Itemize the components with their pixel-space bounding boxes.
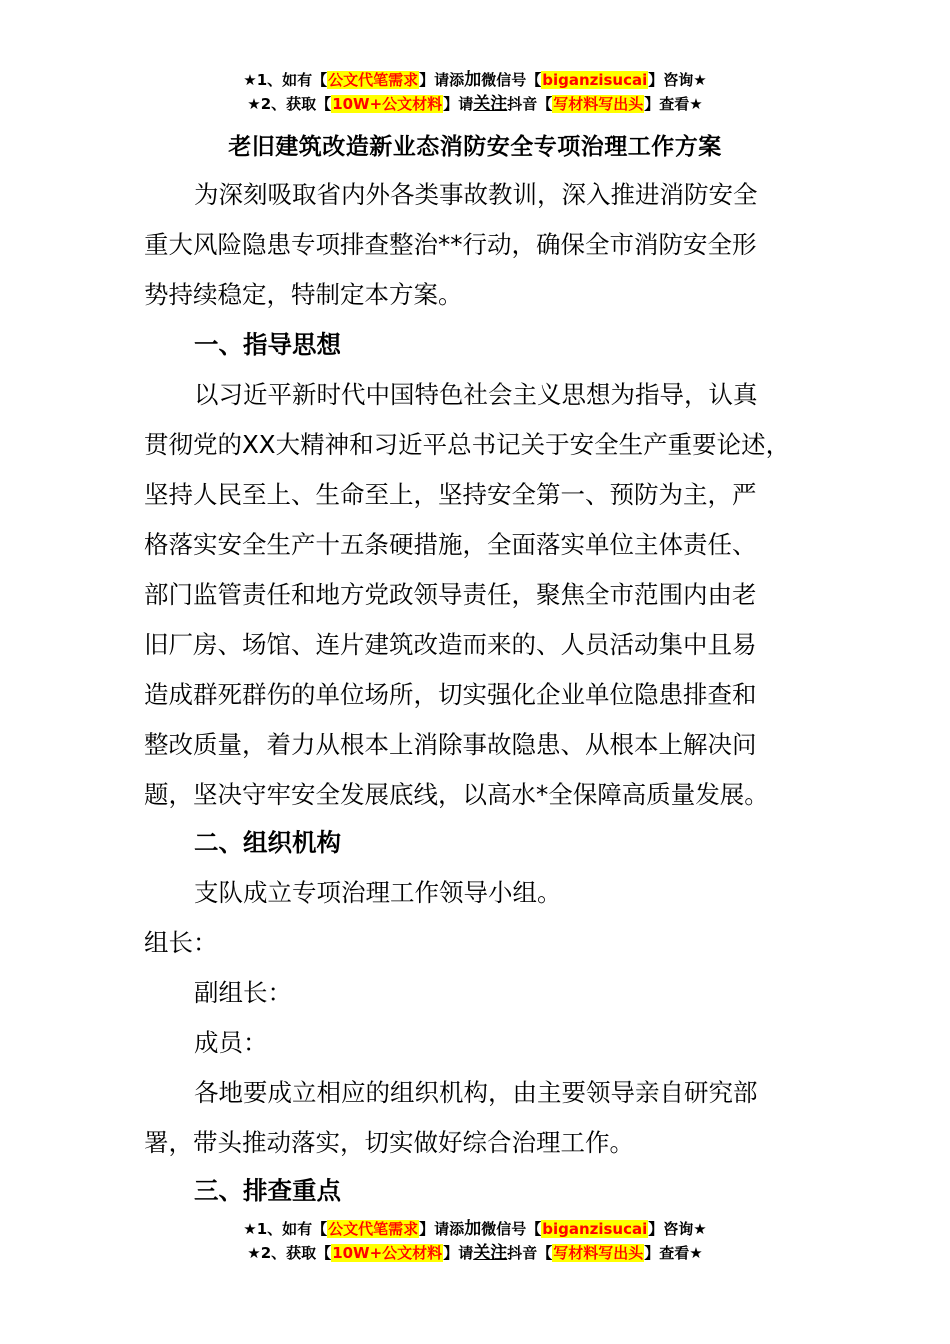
promo-text: 抖音【	[507, 95, 553, 113]
paragraph-line: 署，带头推动落实，切实做好综合治理工作。	[144, 1128, 634, 1157]
member-label: 成员：	[194, 1028, 268, 1057]
paragraph-line: 以习近平新时代中国特色社会主义思想为指导，认真	[194, 380, 758, 409]
promo-line-2	[0, 92, 950, 116]
promo-highlight: 写材料写出头	[553, 95, 644, 113]
promo-highlight: 10W+公文材料	[332, 1244, 443, 1262]
paragraph-line: 坚持人民至上、生命至上，坚持安全第一、预防为主，严	[144, 480, 757, 509]
promo-text: ★2、获取【	[247, 95, 332, 113]
promo-text: 】请	[443, 1244, 474, 1262]
paragraph-line: 为深刻吸取省内外各类事故教训，深入推进消防安全	[194, 180, 758, 209]
promo-line-1	[0, 1217, 950, 1241]
promo-text: 】咨询★	[648, 71, 707, 89]
promo-highlight: biganzisucai	[542, 1220, 648, 1238]
deputy-label: 副组长：	[194, 978, 292, 1007]
promo-text: 加	[464, 70, 482, 90]
promo-highlight: 10W+公文材料	[332, 95, 443, 113]
promo-text: 抖音【	[507, 1244, 553, 1262]
promo-text: 加	[464, 1219, 482, 1239]
promo-text: 】请添	[419, 71, 465, 89]
promo-text: ★1、如有【	[243, 1220, 328, 1238]
paragraph-line: 旧厂房、场馆、连片建筑改造而来的、人员活动集中且易	[144, 630, 757, 659]
paragraph-line: 整改质量，着力从根本上消除事故隐患、从根本上解决问	[144, 730, 757, 759]
promo-highlight: 公文代笔需求	[328, 1220, 419, 1238]
section-heading: 三、排查重点	[194, 1176, 341, 1205]
paragraph-line: 造成群死群伤的单位场所，切实强化企业单位隐患排查和	[144, 680, 757, 709]
section-heading: 一、指导思想	[194, 330, 341, 359]
promo-line-2	[0, 1241, 950, 1265]
promo-text: 】查看★	[644, 1244, 703, 1262]
promo-text: ★2、获取【	[247, 1244, 332, 1262]
promo-highlight: 公文代笔需求	[328, 71, 419, 89]
paragraph-line: 格落实安全生产十五条硬措施，全面落实单位主体责任、	[144, 530, 757, 559]
promo-text: 】咨询★	[648, 1220, 707, 1238]
document-title: 老旧建筑改造新业态消防安全专项治理工作方案	[228, 134, 722, 160]
paragraph-line: 重大风险隐患专项排查整治**行动，确保全市消防安全形	[144, 230, 757, 259]
promo-text: 】查看★	[644, 95, 703, 113]
promo-line-1	[0, 68, 950, 92]
promo-highlight: biganzisucai	[542, 71, 648, 89]
paragraph-line: 部门监管责任和地方党政领导责任，聚焦全市范围内由老	[144, 580, 757, 609]
promo-text: 关注	[473, 94, 508, 114]
promo-text: 】请	[443, 95, 474, 113]
paragraph-line: 势持续稳定，特制定本方案。	[144, 280, 463, 309]
promo-text: 微信号【	[481, 71, 542, 89]
top-promo-banner	[0, 68, 950, 116]
paragraph-line: 题，坚决守牢安全发展底线，以高水*全保障高质量发展。	[144, 780, 769, 809]
paragraph-line: 各地要成立相应的组织机构，由主要领导亲自研究部	[194, 1078, 758, 1107]
promo-text: 关注	[473, 1243, 508, 1263]
paragraph-line: 贯彻党的XX大精神和习近平总书记关于安全生产重要论述，	[144, 430, 791, 459]
promo-text: 】请添	[419, 1220, 465, 1238]
leader-label: 组长：	[144, 928, 218, 957]
promo-text: 微信号【	[481, 1220, 542, 1238]
paragraph-line: 支队成立专项治理工作领导小组。	[194, 878, 562, 907]
promo-text: ★1、如有【	[243, 71, 328, 89]
section-heading: 二、组织机构	[194, 828, 341, 857]
promo-highlight: 写材料写出头	[553, 1244, 644, 1262]
bottom-promo-banner	[0, 1217, 950, 1265]
